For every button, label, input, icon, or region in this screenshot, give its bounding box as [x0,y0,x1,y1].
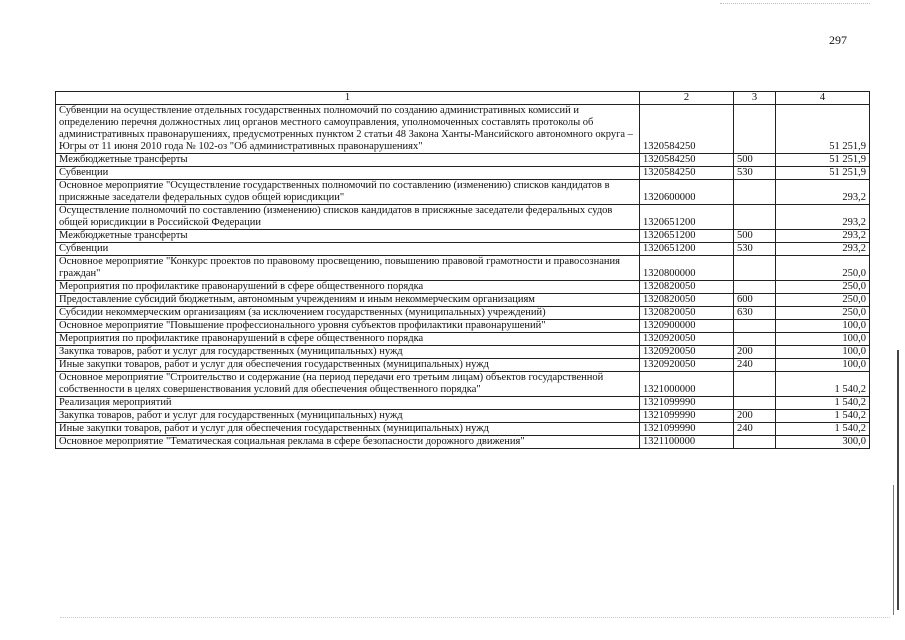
row-code: 1320920050 [640,359,734,372]
row-amount: 100,0 [776,359,870,372]
table-row [56,294,870,307]
table-row [56,243,870,256]
row-code: 1321099990 [640,397,734,410]
row-kvr [734,436,776,449]
header-col-4: 4 [776,92,870,105]
header-row [56,92,870,105]
row-code: 1320800000 [640,256,734,281]
row-name: Осуществление полномочий по составлению (изменению) списков кандидатов в присяжные заседатели федеральных судов общей юрисдикции в Российской Федерации [56,205,640,230]
header-col-2: 2 [640,92,734,105]
row-code: 1321099990 [640,410,734,423]
row-amount: 1 540,2 [776,410,870,423]
row-amount: 250,0 [776,307,870,320]
scan-artifact-edge [897,350,899,610]
row-name: Основное мероприятие "Осуществление государственных полномочий по составлению (изменению) списков кандидатов в присяжные заседатели федеральных судов общей юрисдикции" [56,180,640,205]
row-kvr [734,372,776,397]
table-row [56,333,870,346]
row-code: 1320584250 [640,167,734,180]
row-amount: 300,0 [776,436,870,449]
row-name: Иные закупки товаров, работ и услуг для обеспечения государственных (муниципальных) нужд [56,359,640,372]
row-name: Основное мероприятие "Тематическая социальная реклама в сфере безопасности дорожного движения" [56,436,640,449]
row-name: Закупка товаров, работ и услуг для государственных (муниципальных) нужд [56,346,640,359]
table-row [56,167,870,180]
row-kvr: 200 [734,346,776,359]
table-row [56,205,870,230]
row-code: 1320651200 [640,230,734,243]
table-row [56,180,870,205]
scan-artifact-edge-2 [893,485,894,615]
row-name: Субвенции [56,243,640,256]
row-code: 1320820050 [640,281,734,294]
row-kvr: 530 [734,167,776,180]
row-code: 1320584250 [640,105,734,154]
row-code: 1320651200 [640,205,734,230]
row-code: 1321099990 [640,423,734,436]
row-name: Предоставление субсидий бюджетным, автономным учреждениям и иным некоммерческим организациям [56,294,640,307]
row-kvr [734,281,776,294]
table-row [56,423,870,436]
row-amount: 1 540,2 [776,372,870,397]
header-col-3: 3 [734,92,776,105]
row-name: Закупка товаров, работ и услуг для государственных (муниципальных) нужд [56,410,640,423]
row-name: Субвенции [56,167,640,180]
row-code: 1320584250 [640,154,734,167]
row-name: Мероприятия по профилактике правонарушений в сфере общественного порядка [56,333,640,346]
row-code: 1320920050 [640,346,734,359]
row-code: 1320820050 [640,294,734,307]
row-kvr: 630 [734,307,776,320]
table-row [56,105,870,154]
row-code: 1320651200 [640,243,734,256]
row-kvr [734,256,776,281]
row-kvr: 600 [734,294,776,307]
header-col-1: 1 [56,92,640,105]
row-code: 1320920050 [640,333,734,346]
row-name: Межбюджетные трансферты [56,154,640,167]
row-kvr [734,105,776,154]
table-row [56,346,870,359]
row-amount: 293,2 [776,180,870,205]
row-name: Субвенции на осуществление отдельных государственных полномочий по созданию административных комиссий и определению перечня должностных лиц органов местного самоуправления, уполномоченных составлять протоколы об административных правонарушениях, предусмотренных пунктом 2 статьи 48 Закона Ханты-Мансийского автономного округа – Югры от 11 июня 2010 года № 102-оз "Об административных правонарушениях" [56,105,640,154]
row-amount: 51 251,9 [776,167,870,180]
row-name: Основное мероприятие "Конкурс проектов по правовому просвещению, повышению правовой грамотности и правосознания граждан" [56,256,640,281]
table-row [56,154,870,167]
row-kvr: 240 [734,359,776,372]
row-kvr: 240 [734,423,776,436]
row-code: 1321100000 [640,436,734,449]
table-row [56,281,870,294]
row-kvr [734,205,776,230]
row-code: 1320820050 [640,307,734,320]
row-code: 1320900000 [640,320,734,333]
scan-artifact-bottom [60,617,890,619]
row-amount: 51 251,9 [776,154,870,167]
table-row [56,256,870,281]
row-kvr [734,333,776,346]
table-row [56,372,870,397]
row-code: 1320600000 [640,180,734,205]
row-name: Мероприятия по профилактике правонарушений в сфере общественного порядка [56,281,640,294]
row-amount: 100,0 [776,346,870,359]
table-row [56,230,870,243]
row-name: Субсидии некоммерческим организациям (за исключением государственных (муниципальных) учреждений) [56,307,640,320]
row-amount: 250,0 [776,294,870,307]
row-name: Основное мероприятие "Строительство и содержание (на период передачи его третьим лицам) объектов государственной собственности в целях совершенствования условий для обеспечения общественного порядка" [56,372,640,397]
page-number: 297 [829,33,847,47]
row-amount: 100,0 [776,333,870,346]
row-kvr: 200 [734,410,776,423]
table-row [56,359,870,372]
row-amount: 293,2 [776,205,870,230]
table-row [56,307,870,320]
row-amount: 100,0 [776,320,870,333]
row-kvr: 500 [734,154,776,167]
row-amount: 293,2 [776,243,870,256]
row-amount: 1 540,2 [776,423,870,436]
row-name: Основное мероприятие "Повышение профессионального уровня субъектов профилактики правонарушений" [56,320,640,333]
row-kvr [734,320,776,333]
row-code: 1321000000 [640,372,734,397]
row-amount: 250,0 [776,281,870,294]
row-amount: 250,0 [776,256,870,281]
row-kvr [734,180,776,205]
row-name: Иные закупки товаров, работ и услуг для обеспечения государственных (муниципальных) нужд [56,423,640,436]
row-kvr [734,397,776,410]
table-row [56,436,870,449]
row-amount: 51 251,9 [776,105,870,154]
row-amount: 293,2 [776,230,870,243]
row-name: Межбюджетные трансферты [56,230,640,243]
row-name: Реализация мероприятий [56,397,640,410]
table-row [56,410,870,423]
table-row [56,397,870,410]
row-kvr: 500 [734,230,776,243]
scan-artifact-top [720,3,870,5]
budget-table [55,91,870,449]
table-row [56,320,870,333]
row-kvr: 530 [734,243,776,256]
row-amount: 1 540,2 [776,397,870,410]
